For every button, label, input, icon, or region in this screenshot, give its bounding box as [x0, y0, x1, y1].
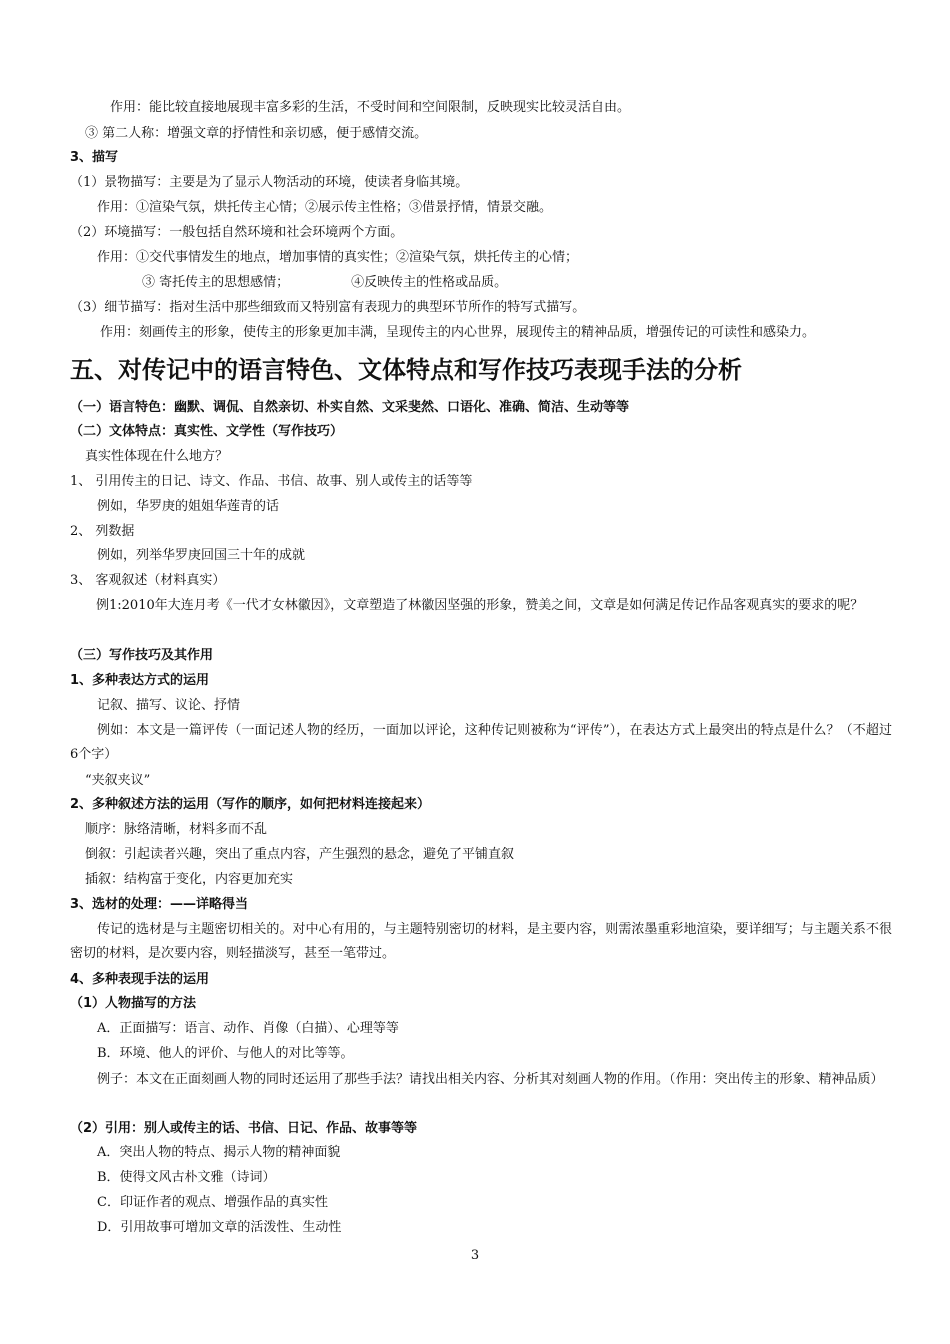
- section-heading: 五、对传记中的语言特色、文体特点和写作技巧表现手法的分析: [70, 356, 742, 384]
- text-line: （2）环境描写：一般包括自然环境和社会环境两个方面。: [70, 225, 404, 240]
- page-number: 3: [470, 1248, 480, 1263]
- text-line: 作用：①渲染气氛，烘托传主心情；②展示传主性格；③借景抒情，情景交融。: [97, 200, 553, 215]
- text-line: A．正面描写：语言、动作、肖像（白描）、心理等等: [97, 1021, 399, 1036]
- text-line: 记叙、描写、议论、抒情: [97, 698, 241, 713]
- text-line: B．使得文风古朴文雅（诗词）: [97, 1170, 276, 1185]
- text-line: 例如，列举华罗庚回国三十年的成就: [97, 548, 306, 563]
- subsection-title: （一）语言特色：幽默、调侃、自然亲切、朴实自然、文采斐然、口语化、准确、简洁、生动等等: [70, 400, 630, 415]
- text-line: 作用：刻画传主的形象，使传主的形象更加丰满，呈现传主的内心世界，展现传主的精神品质，增强传记的可读性和感染力。: [100, 325, 816, 340]
- item-title: 1、多种表达方式的运用: [70, 673, 210, 688]
- paragraph: 例1:2010年大连月考《一代才女林徽因》，文章塑造了林徽因坚强的形象，赞美之间，文章是如何满足传记作品客观真实的要求的呢？: [96, 598, 864, 613]
- text-line: A．突出人物的特点、揭示人物的精神面貌: [97, 1145, 341, 1160]
- text-line: B．环境、他人的评价、与他人的对比等等。: [97, 1046, 354, 1061]
- text-line: 顺序：脉络清晰，材料多而不乱: [85, 822, 268, 837]
- text-line: 插叙：结构富于变化，内容更加充实: [85, 872, 294, 887]
- text-line: “夹叙夹议”: [85, 773, 151, 788]
- subitem-title: （1）人物描写的方法: [70, 996, 197, 1011]
- text-line: （3）细节描写：指对生活中那些细致而又特别富有表现力的典型环节所作的特写式描写。: [70, 300, 586, 315]
- text-line: 作用：能比较直接地展现丰富多彩的生活，不受时间和空间限制，反映现实比较灵活自由。: [110, 100, 631, 115]
- text-line: 真实性体现在什么地方？: [85, 449, 229, 464]
- text-fragment: ④反映传主的性格或品质。: [351, 275, 508, 290]
- subsection-title: （二）文体特点：真实性、文学性（写作技巧）: [70, 424, 344, 439]
- item-title: 4、多种表现手法的运用: [70, 972, 210, 987]
- text-line: （1）景物描写：主要是为了显示人物活动的环境，使读者身临其境。: [70, 175, 469, 190]
- text-line: C．印证作者的观点、增强作品的真实性: [97, 1195, 328, 1210]
- paragraph: 例子：本文在正面刻画人物的同时还运用了那些手法？请找出相关内容、分析其对刻画人物的作用。（作用：突出传主的形象、精神品质）: [97, 1072, 884, 1087]
- section-title: 3、描写: [70, 150, 119, 165]
- text-line: 2、 列数据: [70, 524, 135, 539]
- text-line: 作用：①交代事情发生的地点，增加事情的真实性；②渲染气氛，烘托传主的心情；: [97, 250, 579, 265]
- text-line: 例如，华罗庚的姐姐华莲青的话: [97, 499, 280, 514]
- text-fragment: ③ 寄托传主的思想感情；: [142, 275, 290, 290]
- subitem-title: （2）引用：别人或传主的话、书信、日记、作品、故事等等: [70, 1121, 418, 1136]
- subsection-title: （三）写作技巧及其作用: [70, 648, 214, 663]
- text-line: 1、 引用传主的日记、诗文、作品、书信、故事、别人或传主的话等等: [70, 474, 473, 489]
- text-line: ③ 第二人称：增强文章的抒情性和亲切感，便于感情交流。: [85, 126, 428, 141]
- text-line: 倒叙：引起读者兴趣，突出了重点内容，产生强烈的悬念，避免了平铺直叙: [85, 847, 515, 862]
- text-line: [142, 273, 892, 293]
- item-title: 3、选材的处理：——详略得当: [70, 897, 249, 912]
- text-line: 3、 客观叙述（材料真实）: [70, 573, 226, 588]
- paragraph: 传记的选材是与主题密切相关的。对中心有用的，与主题特别密切的材料，是主要内容，则需浓墨重彩地渲染，要详细写；与主题关系不很密切的材料，是次要内容，则轻描淡写，甚至一笔带过。: [70, 922, 892, 961]
- item-title: 2、多种叙述方法的运用（写作的顺序，如何把材料连接起来）: [70, 797, 431, 812]
- text-line: D．引用故事可增加文章的活泼性、生动性: [97, 1220, 342, 1235]
- paragraph: 例如：本文是一篇评传（一面记述人物的经历，一面加以评论，这种传记则被称为“评传”），在表达方式上最突出的特点是什么？（不超过6个字）: [70, 723, 892, 762]
